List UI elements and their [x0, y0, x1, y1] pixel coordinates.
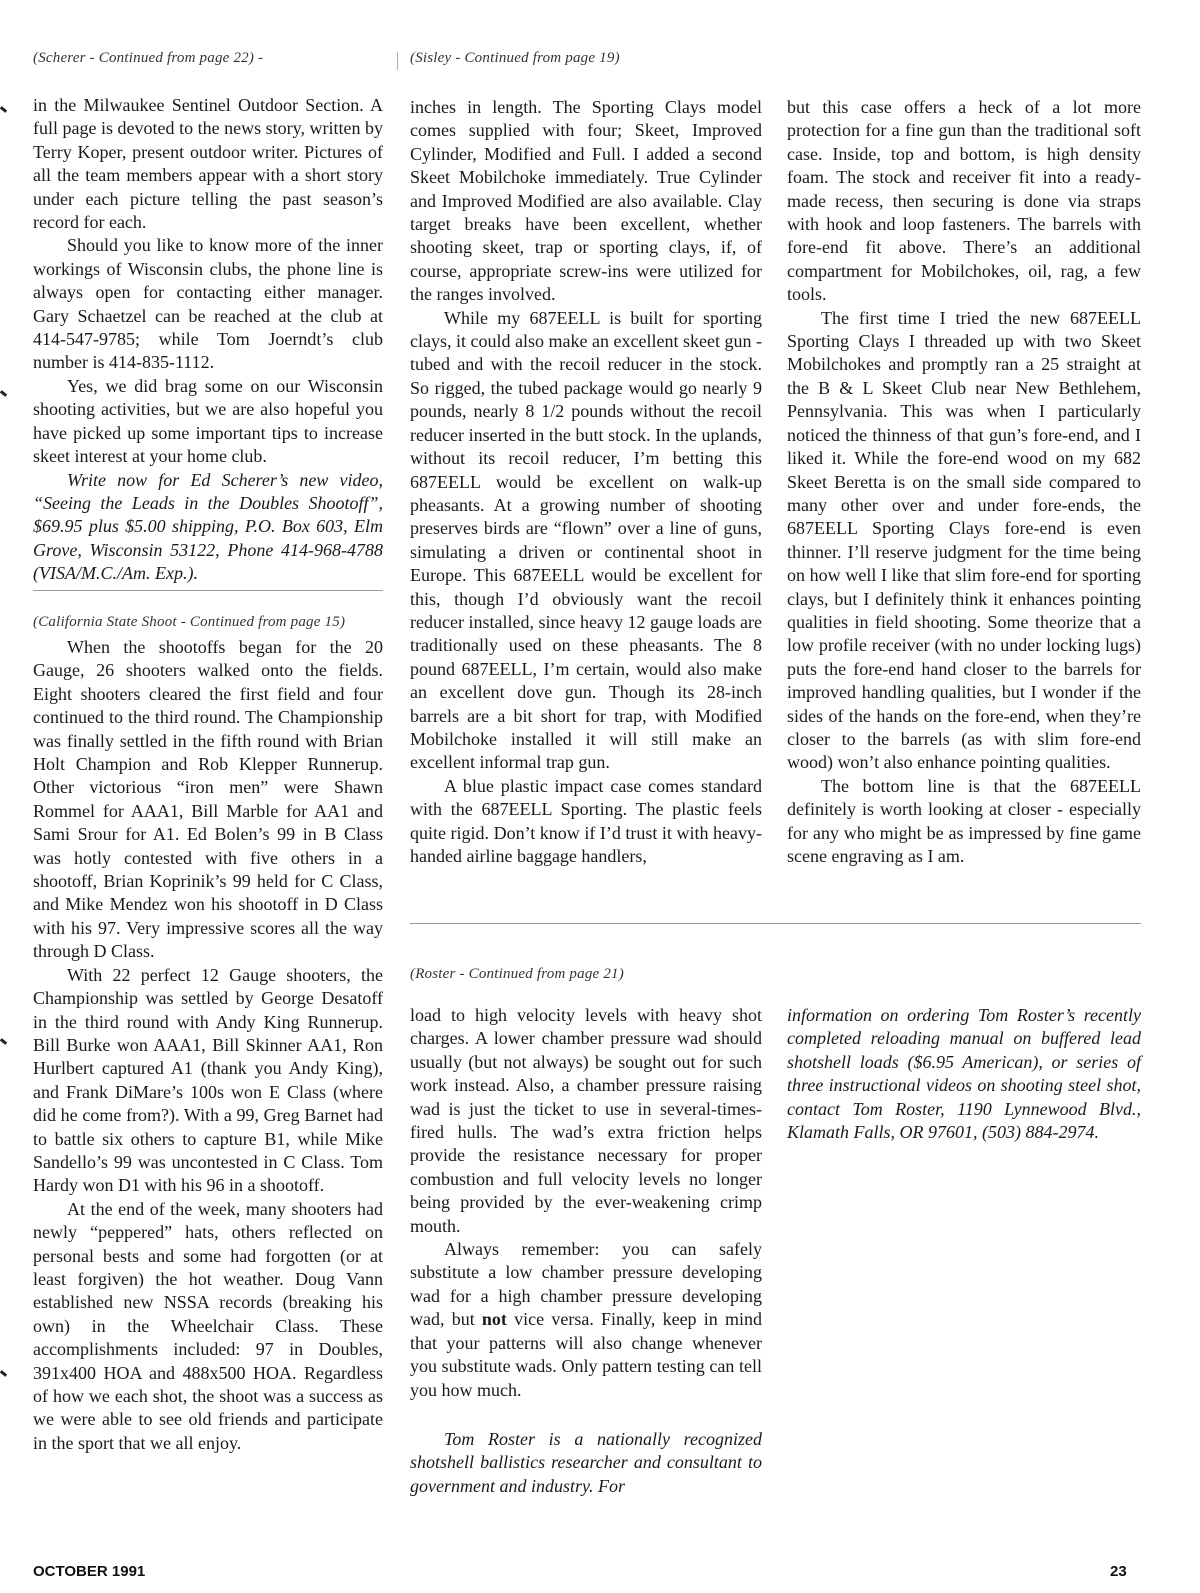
sisley-paragraph: The first time I tried the new 687EELL Sporting Clays I threaded up with two Skeet Mobilchokes and promptly ran a 25 straight at the B & L Skeet Club near New Bethlehem, Pennsylvania. This was when I particularly noticed the thinness of that gun’s fore-end, and I liked it. While the fore-end wood on my 682 Skeet Beretta is on the small side compared to many other over and under fore-ends, the 687EELL Sporting Clays fore-end is even thinner. I’ll reserve judgment for the time being on how well I like that slim fore-end for sporting clays, but I definitely think it enhances pointing qualities in field shooting. Some theorize that a low profile receiver (with no under locking lugs) puts the fore-end hand closer to the barrels for improved handling qualities, but I wonder if the sides of the hands on the fore-end, when they’re closer to the barrels (as with slim fore-end wood) won’t also enhance pointing qualities. [787, 307, 1141, 773]
sisley-paragraph: The bottom line is that the 687EELL definitely is worth looking at closer - especially for any who might be as impressed by fine game scene engraving as I am. [787, 775, 1141, 866]
roster-header-wrap [410, 964, 770, 985]
roster-column-right [787, 1004, 1141, 1144]
margin-mark [0, 1038, 7, 1045]
scherer-paragraph: Should you like to know more of the inner workings of Wisconsin clubs, the phone line is always open for contacting either manager. Gary Schaetzel can be reached at the club at 414-547-9785; while Tom Joerndt’s club number is 414-835-1112. [33, 235, 383, 373]
roster-bio: Tom Roster is a nationally recognized shotshell ballistics researcher and consultant to government and industry. For [410, 1428, 762, 1496]
scherer-paragraph: in the Milwaukee Sentinel Outdoor Section. A full page is devoted to the news story, written by Terry Koper, present outdoor writer. Pictures of all the team members appear with a short story under each picture telling the past season’s record for each. [33, 95, 383, 233]
roster-paragraph-2 [410, 1238, 762, 1402]
sisley-header: (Sisley - Continued from page 19) [410, 50, 620, 66]
scherer-paragraph: Yes, we did brag some on our Wisconsin shooting activities, but we are also hopeful you have picked up some important tips to increase skeet interest at your home club. [33, 375, 383, 467]
scherer-video-offer: Write now for Ed Scherer’s new video, “Seeing the Leads in the Doubles Shootoff”, $69.95 plus $5.00 shipping, P.O. Box 603, Elm Grove, Wisconsin 53122, Phone 414-968-4788 (VISA/M.C./Am. Exp.). [33, 469, 383, 584]
roster-header: (Roster - Continued from page 21) [410, 966, 624, 982]
column-middle [410, 96, 762, 868]
roster-paragraph: load to high velocity levels with heavy shot charges. A lower chamber pressure wad should usually (but not always) be sought out for such work instead. Also, a chamber pressure raising wad is just the ticket to use in several-times-fired hulls. The wad’s extra friction helps provide the resistance necessary for proper combustion and full velocity levels no longer being provided by the ever-weakening crimp mouth. [410, 1005, 762, 1236]
california-paragraph: At the end of the week, many shooters had newly “peppered” hats, others reflected on personal bests and some had forgotten (or at least forgiven) the hot weather. Doug Vann established new NSSA records (breaking his own) in the Wheelchair Class. These accomplishments included: 97 in Doubles, 391x400 HOA and 488x500 HOA. Regardless of how we each shot, the shoot was a success as we were able to see old friends and participate in the sport that we all enjoy. [33, 1198, 383, 1453]
margin-mark [0, 390, 7, 397]
roster-bio-continued: information on ordering Tom Roster’s recently completed reloading manual on buffered lead shotshell loads ($6.95 American), or series of three instructional videos on shooting steel shot, contact Tom Roster, 1190 Lynnewood Blvd., Klamath Falls, OR 97601, (503) 884-2974. [787, 1005, 1141, 1143]
issue-date: OCTOBER 1991 [33, 1563, 146, 1580]
roster-text: Always remember: you can safely substitute a low chamber pressure developing wad for a high chamber pressure developing wad, but [410, 1239, 762, 1330]
sisley-paragraph: While my 687EELL is built for sporting clays, it could also make an excellent skeet gun - tubed and with the recoil reducer in the stock. So rigged, the tubed package would go nearly 9 pounds, nearly 8 1/2 pounds without the recoil reducer inserted in the butt stock. In the uplands, without its recoil reducer, I’m betting this 687EELL would be excellent on walk-up pheasants. At a growing number of shooting preserves birds are “flown” over a line of guns, simulating a driven or continental shoot in Europe. This 687EELL would be excellent for this, though I’d obviously want the recoil reducer installed, since heavy 12 gauge loads are traditionally used on these pheasants. The 8 pound 687EELL, I’m certain, would also make an excellent dove gun. Though its 28-inch barrels are a bit short for trap, with Modified Mobilchoke installed it will still make an excellent informal trap gun. [410, 307, 762, 773]
sisley-paragraph: inches in length. The Sporting Clays model comes supplied with four; Skeet, Improved Cylinder, Modified and Full. I added a second Skeet Mobilchoke immediately. True Cylinder and Improved Modified are also available. Clay target breaks have been excellent, whether shooting skeet, trap or sporting clays, if, of course, appropriate screw-ins were utilized for the ranges involved. [410, 97, 762, 305]
header-divider [397, 52, 398, 70]
sisley-paragraph: but this case offers a heck of a lot more protection for a fine gun than the traditional soft case. Inside, top and bottom, is high density foam. The stock and receiver fit into a ready-made recess, then securing is done via straps with hook and loop fasteners. The barrels with fore-end fit above. There’s an additional compartment for Mobilchokes, oil, rag, a few tools. [787, 97, 1141, 305]
roster-column-middle [410, 1004, 762, 1498]
california-paragraph: When the shootoffs began for the 20 Gauge, 26 shooters walked onto the fields. Eight shooters cleared the first field and four continued to the third round. The Championship was finally settled in the fifth round with Brian Holt Champion and Rob Klepper Runnerup. Other victorious “iron men” were Shawn Rommel for AAA1, Bill Marble for AA1 and Sami Srour for A1. Ed Bolen’s 99 in B Class was hotly contested with five others in a shootoff, Brian Koprinik’s 99 held for C Class, and Mike Mendez won his shootoff in D Class with his 97. Very impressive scores all the way through D Class. [33, 637, 383, 962]
roster-text: vice versa. Finally, keep in mind that your patterns will also change whenever you substitute wads. Only pattern testing can tell you how much. [410, 1309, 762, 1400]
margin-mark [0, 1370, 7, 1377]
sisley-header-wrap [410, 48, 770, 69]
page-number: 23 [1110, 1563, 1127, 1580]
column-left-lower [33, 612, 383, 1455]
column-right [787, 96, 1141, 868]
california-header: (California State Shoot - Continued from page 15) [33, 614, 346, 630]
section-divider [410, 923, 1141, 924]
section-divider [33, 590, 383, 591]
column-left [33, 48, 383, 586]
margin-mark [0, 106, 7, 113]
sisley-paragraph: A blue plastic impact case comes standard with the 687EELL Sporting. The plastic feels quite rigid. Don’t know if I’d trust it with heavy-handed airline baggage handlers, [410, 775, 762, 866]
roster-emphasis: not [481, 1309, 507, 1330]
scherer-header: (Scherer - Continued from page 22) - [33, 50, 264, 66]
california-paragraph: With 22 perfect 12 Gauge shooters, the Championship was settled by George Desatoff in the third round with Andy King Runnerup. Bill Burke won AAA1, Bill Skinner AA1, Ron Hurlbert captured A1 (thank you Andy King), and Frank DiMare’s 100s won E Class (where did he come from?). With a 99, Greg Barnet had to battle six others to capture B1, while Mike Sandello’s 99 was uncontested in C Class. Tom Hardy won D1 with his 96 in a shootoff. [33, 964, 383, 1196]
